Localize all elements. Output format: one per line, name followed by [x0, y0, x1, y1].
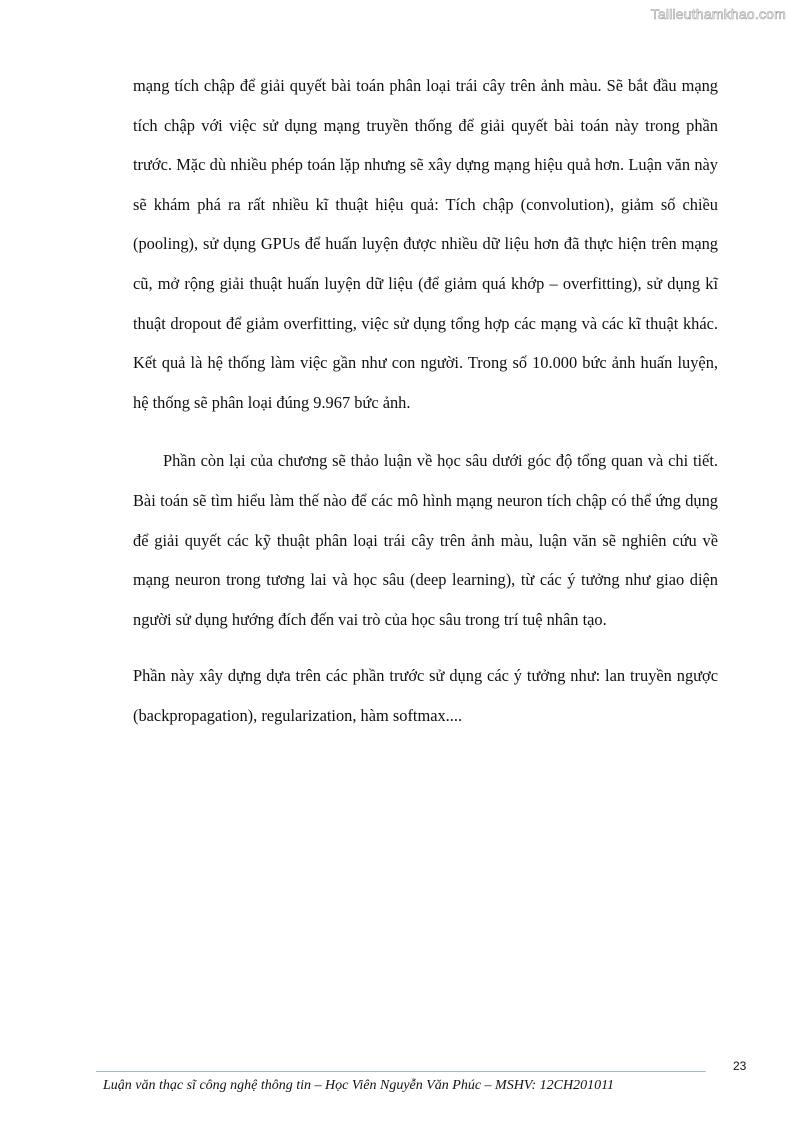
paragraph-1: mạng tích chập để giải quyết bài toán phân loại trái cây trên ảnh màu. Sẽ bắt đầu mạng tích chập với việc sử dụng mạng truyền thống để giải quyết bài toán này trong phần trước. Mặc dù nhiều phép toán lặp nhưng sẽ xây dựng mạng hiệu quả hơn. Luận văn này sẽ khám phá ra rất nhiều kĩ thuật hiệu quả: Tích chập (convolution), giảm số chiều (pooling), sử dụng GPUs để huấn luyện được nhiều dữ liệu hơn đã thực hiện trên mạng cũ, mở rộng giải thuật huấn luyện dữ liệu (để giảm quá khớp – overfitting), sử dụng kĩ thuật dropout để giảm overfitting, việc sử dụng tổng hợp các mạng và các kĩ thuật khác. Kết quả là hệ thống làm việc gần như con người. Trong số 10.000 bức ảnh huấn luyện, hệ thống sẽ phân loại đúng 9.967 bức ảnh.: [133, 76, 718, 412]
paragraph-3: Phần này xây dựng dựa trên các phần trước sử dụng các ý tưởng như: lan truyền ngược (backpropagation), regularization, hàm softmax....: [133, 666, 718, 725]
page-number: 23: [733, 1059, 747, 1073]
watermark: Tailieuthamkhao.com: [650, 6, 786, 22]
page-body: [133, 66, 718, 736]
footer-divider: [96, 1071, 706, 1072]
paragraph-2: Phần còn lại của chương sẽ thảo luận về học sâu dưới góc độ tổng quan và chi tiết. Bài toán sẽ tìm hiểu làm thế nào để các mô hình mạng neuron tích chập có thể ứng dụng để giải quyết các kỹ thuật phân loại trái cây trên ảnh màu, luận văn sẽ nghiên cứu về mạng neuron trong tương lai và học sâu (deep learning), từ các ý tưởng như giao diện người sử dụng hướng đích đến vai trò của học sâu trong trí tuệ nhân tạo.: [133, 451, 718, 629]
footer-text: Luận văn thạc sĩ công nghệ thông tin – Học Viên Nguyễn Văn Phúc – MSHV: 12CH201011: [103, 1078, 615, 1093]
